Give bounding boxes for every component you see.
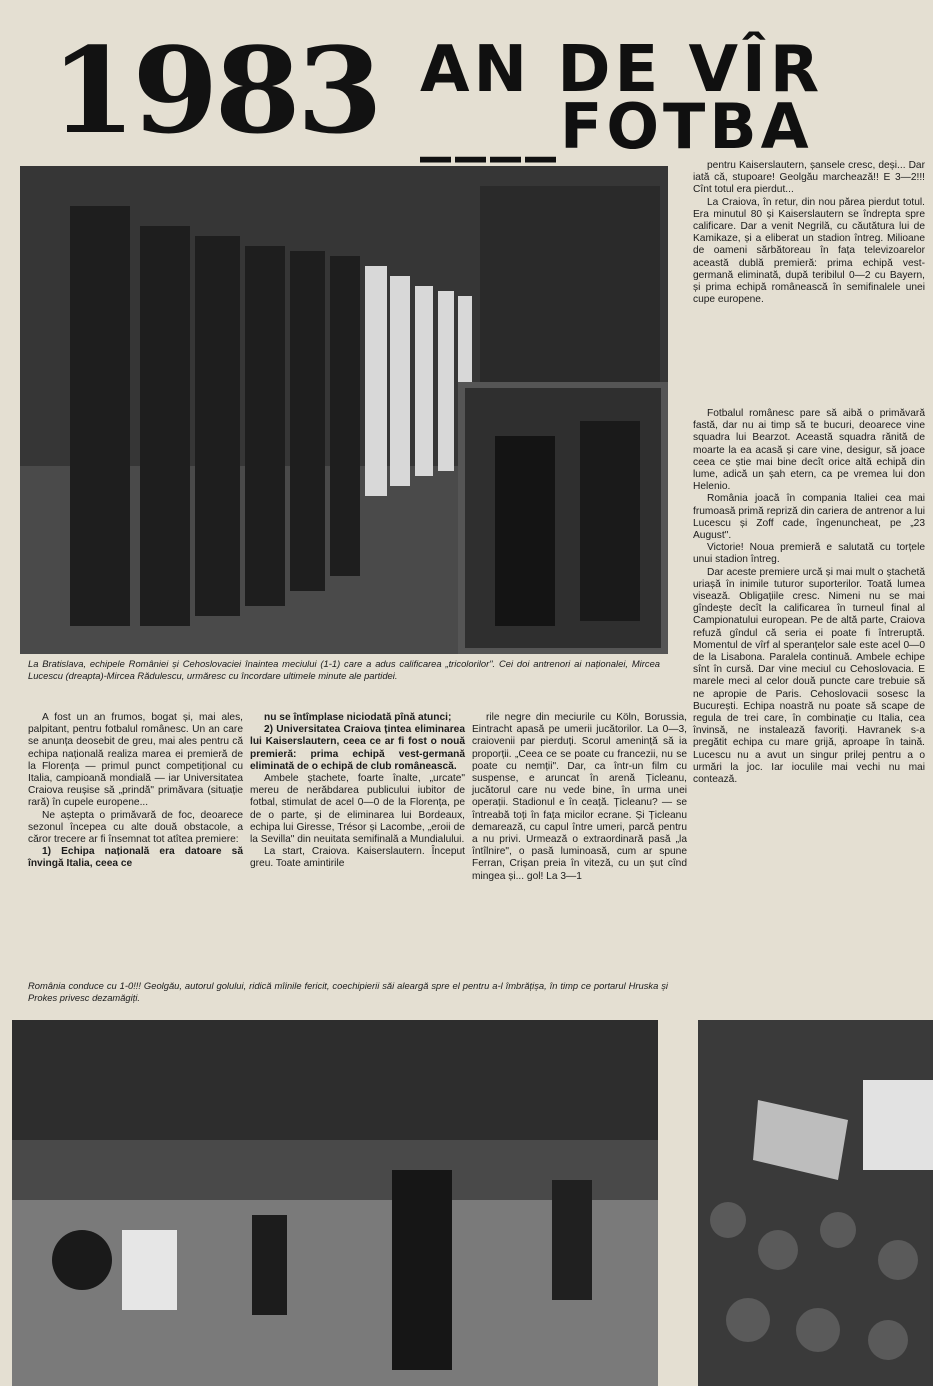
paragraph: La start, Craiova. Kaiserslautern. Început greu. Toate amintirile (250, 846, 465, 870)
paragraph: pentru Kaiserslautern, șansele cresc, deși... Dar iată că, stupoare! Geolgău marchează!! E 3—2!!! Cînt totul era pierdut... (693, 160, 925, 196)
photo-goal-scene (12, 1020, 658, 1386)
paragraph: nu se întîmplase niciodată pînă atunci; (264, 712, 452, 723)
article-right-column-top (693, 160, 925, 306)
article-right-column-bottom (693, 408, 925, 786)
paragraph: România joacă în compania Italiei cea mai frumoasă primă repriză din cariera de antrenor a lui Lucescu și Zoff cade, îngenuncheat, pe „23 August". (693, 493, 925, 542)
photo-teams-lineup (20, 166, 668, 654)
paragraph: 2) Universitatea Craiova țintea eliminarea lui Kaiserslautern, ceea ce ar fi fost o nouă premieră: prima echipă vest-germană eliminată de o echipă de club românească. (250, 724, 465, 772)
paragraph: 1) Echipa națională era datoare să învingă Italia, ceea ce (28, 846, 243, 870)
paragraph: Ne aștepta o primăvară de foc, deoarece sezonul începea cu alte două obstacole, a căror trecere ar fi însemnat tot atîtea premiere: (28, 809, 243, 846)
paragraph: Victorie! Noua premieră e salutată cu torțele unui stadion întreg. (693, 542, 925, 566)
article-column-3 (472, 712, 687, 883)
paragraph: La Craiova, în retur, din nou părea pierdut totul. Era minutul 80 și Kaiserslautern se îndrepta spre calificare. Dar a venit Negrilă, cu căutătura lui de Kamikaze, și a eliberat un stadion întreg. Milioane de oameni sărbătoreau în fața televizoarelor această dublă premieră: prima echipă vest-germană eliminată, după teribilul 0—2 cu Bayern, și prima echipă românească în semifinalele unei cupe europene. (693, 196, 925, 306)
paragraph: rile negre din meciurile cu Köln, Borussia, Eintracht apasă pe umerii jucătorilor. La 0—3, craiovenii par pierduți. Scorul amenință să ia proporții. „Ceea ce se poate cu francezii, nu se poate cu nemții". Dar, ca într-un film cu suspense, e aruncat în arenă Țicleanu, jucătorul care nu vede bine, în urma unei operații. Stadionul e în ceață. Țicleanu? — se întreabă toți în fața micilor ecrane. Și Țicleanu demarează, cu capul între umeri, parcă pentru a nu privi. Urmează o extraordinară pasă „la întîlnire", o pasă luminoasă, cum ar spune Ferran, Crișan preia în viteză, cu un șut cînd mingea și... gol! La 3—1 (472, 712, 687, 882)
headline-line-2: ____FOTBA (420, 90, 813, 163)
paragraph: Dar aceste premiere urcă și mai mult o ștachetă uriașă în inimile tuturor suporterilor. Toată lumea visează. Obligațiile cresc. Nimeni nu se mai gîndește decît la calificarea în turneul final al Campionatului european. Pe de altă parte, Craiova refuză gîndul că seria ei poate fi întreruptă. Momentul de vîrf al speranțelor sale este acel 0—0 de la Lisabona. Paralela continuă. Ambele echipe sînt în cursă. Dar vine meciul cu Cehoslovacia. E marele meci al celor două puncte care trebuie să ne apropie de Paris. Cehoslovacii sosesc la București. Echipa noastră nu poate să scape de regula de trei care, în combinație cu Italia, cea învinsă, ne instalează favoriți. Havranek s-a pregătit echipa cu mare grijă, aproape în taină. Lucescu nu a avut un singur prilej pentru a o urmări la joc. Iar ioculile mai vechi nu mai contează. (693, 566, 925, 786)
headline-line-1: AN DE VÎR (420, 33, 824, 107)
article-column-1 (28, 712, 243, 871)
year-title: 1983 (49, 22, 380, 161)
caption-teams-lineup: La Bratislava, echipele României și Cehoslovaciei înaintea meciului (1-1) care a adus calificarea „tricolorilor". Cei doi antrenori ai naționalei, Mircea Lucescu (dreapta)-Mircea Rădulescu, urmăresc cu încordare ultimele minute ale partidei. (28, 658, 660, 681)
paragraph: Fotbalul românesc pare să aibă o primăvară fastă, dar nu ai timp să te bucuri, deoarece vine squadra lui Bearzot. Această squadra rănită de moarte la ea acasă și care vine, desigur, să joace ceea ce știe mai bine decît orice altă echipă din lume, adică un șah etern, ca pe vremea lui don Helenio. (693, 408, 925, 493)
photo-crowd (698, 1020, 933, 1386)
paragraph: A fost un an frumos, bogat și, mai ales, palpitant, pentru fotbalul românesc. Un an care se anunța deosebit de greu, mai ales pentru că echipa națională realiza marea ei premieră de la Florența — primul punct competițional cu Italia, campioană mondială — iar Universitatea Craiova reușise să „prindă" primăvara (situație rară) în cupele europene... (28, 712, 243, 809)
article-column-2 (250, 712, 465, 871)
caption-goal-scene: România conduce cu 1-0!!! Geolgău, autorul golului, ridică mîinile fericit, coechipierii săi aleargă spre el pentru a-l îmbrățișa, în timp ce portarul Hruska și Prokes privesc dezamăgiți. (28, 980, 668, 1003)
paragraph: Ambele ștachete, foarte înalte, „urcate" mereu de nerăbdarea publicului iubitor de fotbal, stimulat de acel 0—0 de la Florența, pe de o parte, și de eliminarea lui Bordeaux, echipa lui Giresse, Trésor și Lacombe, „eroii de la Sevilla" din neuitata semifinală a Mundialului. (250, 773, 465, 846)
